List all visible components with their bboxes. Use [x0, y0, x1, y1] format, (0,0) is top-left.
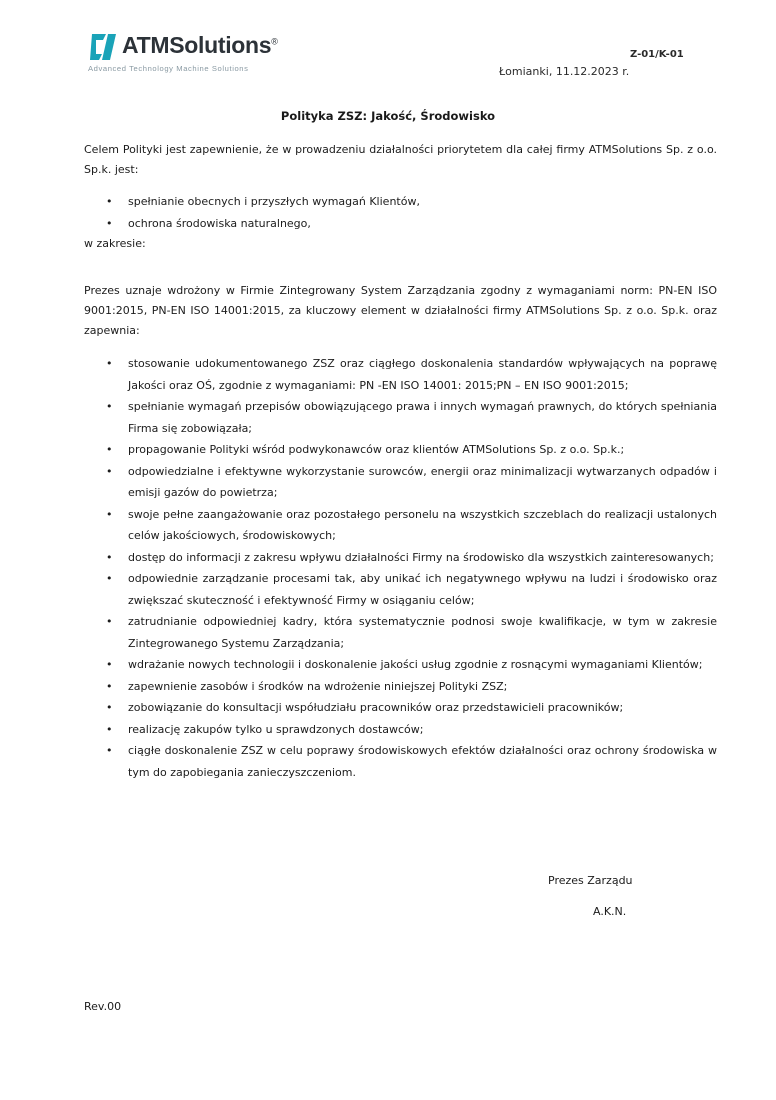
- bullet-icon: •: [106, 464, 113, 478]
- intro-paragraph: Celem Polityki jest zapewnienie, że w prowadzeniu działalności priorytetem dla całej firmy ATMSolutions Sp. z o.o. Sp.k. jest:: [84, 143, 717, 176]
- list-item-text: realizację zakupów tylko u sprawdzonych dostawców;: [128, 722, 424, 736]
- logo-registered-mark: ®: [271, 36, 278, 47]
- bullet-icon: •: [106, 658, 113, 671]
- bullet-icon: •: [106, 216, 113, 230]
- logo-tagline: Advanced Technology Machine Solutions: [88, 64, 249, 73]
- bullet-icon: •: [106, 572, 113, 585]
- list-item: [84, 461, 717, 504]
- list-item-text: spełnianie obecnych i przyszłych wymagań Klientów,: [128, 195, 420, 208]
- bullet-icon: •: [106, 507, 113, 521]
- revision-label: Rev.00: [84, 1000, 122, 1013]
- list-item-text: zatrudnianie odpowiedniej kadry, która systematycznie podnosi swoje kwalifikacje, w tym w zakresie Zintegrowanego Systemu Zarządzania;: [128, 615, 717, 650]
- scope-label: w zakresie:: [84, 237, 146, 250]
- list-item-text: spełnianie wymagań przepisów obowiązującego prawa i innych wymagań prawnych, do których spełniania Firma się zobowiązała;: [128, 400, 717, 435]
- list-item: [84, 213, 717, 235]
- list-item-text: dostęp do informacji z zakresu wpływu działalności Firmy na środowisko dla wszystkich zainteresowanych;: [128, 550, 714, 564]
- document-code: Z-01/K-01: [630, 49, 684, 60]
- bullet-icon: •: [106, 679, 113, 693]
- bullet-icon: •: [106, 615, 113, 628]
- list-item-text: ochrona środowiska naturalnego,: [128, 216, 311, 230]
- list-item: [84, 611, 717, 654]
- list-item-text: ciągłe doskonalenie ZSZ w celu poprawy środowiskowych efektów działalności oraz ochrony środowiska w tym do zapobiegania zanieczyszczeniom.: [128, 744, 717, 779]
- list-item: [84, 676, 717, 698]
- bullet-icon: •: [106, 443, 113, 456]
- list-item-text: wdrażanie nowych technologii i doskonalenie jakości usług zgodnie z rosnącymi wymaganiami Klientów;: [128, 658, 703, 671]
- list-item: [84, 353, 717, 396]
- bullet-icon: •: [106, 744, 113, 757]
- list-item: [84, 697, 717, 719]
- bullet-icon: •: [106, 400, 113, 413]
- list-item: [84, 191, 717, 213]
- list-item-text: zapewnienie zasobów i środków na wdrożenie niniejszej Polityki ZSZ;: [128, 679, 508, 693]
- management-paragraph: Prezes uznaje wdrożony w Firmie Zintegrowany System Zarządzania zgodny z wymaganiami norm: PN-EN ISO 9001:2015, PN-EN ISO 14001:2015, za kluczowy element w działalności firmy ATMSolutions Sp. z o.o. Sp.k. oraz zapewnia:: [84, 284, 717, 337]
- place-and-date: Łomianki, 11.12.2023 r.: [499, 65, 630, 78]
- list-item-text: propagowanie Polityki wśród podwykonawców oraz klientów ATMSolutions Sp. z o.o. Sp.k.;: [128, 443, 625, 456]
- document-title: Polityka ZSZ: Jakość, Środowisko: [280, 109, 496, 123]
- signature-role: Prezes Zarządu: [548, 874, 633, 887]
- company-logo: [86, 30, 306, 76]
- scope-list: [84, 191, 717, 234]
- list-item: [84, 547, 717, 569]
- list-item-text: odpowiedzialne i efektywne wykorzystanie surowców, energii oraz minimalizacji wytwarzanych odpadów i emisji gazów do powietrza;: [128, 464, 717, 499]
- bullet-icon: •: [106, 357, 113, 370]
- list-item-text: odpowiednie zarządzanie procesami tak, aby unikać ich negatywnego wpływu na ludzi i środowisko oraz zwiększać skuteczność i efektywność Firmy w osiąganiu celów;: [128, 572, 717, 607]
- list-item: [84, 568, 717, 611]
- bullet-icon: •: [106, 701, 113, 714]
- list-item: [84, 740, 717, 783]
- list-item: [84, 504, 717, 547]
- list-item: [84, 396, 717, 439]
- logo-mark-icon: [86, 30, 120, 64]
- signature-name: A.K.N.: [593, 905, 627, 918]
- bullet-icon: •: [106, 550, 113, 564]
- list-item-text: stosowanie udokumentowanego ZSZ oraz ciągłego doskonalenia standardów wpływających na poprawę Jakości oraz OŚ, zgodnie z wymaganiami: PN -EN ISO 14001: 2015;PN – EN ISO 9001:2015;: [128, 357, 717, 392]
- bullet-icon: •: [106, 722, 113, 736]
- list-item: [84, 439, 717, 461]
- list-item: [84, 654, 717, 676]
- list-item-text: swoje pełne zaangażowanie oraz pozostałego personelu na wszystkich szczeblach do realizacji ustalonych celów jakościowych, środowiskowych;: [128, 507, 717, 542]
- commitments-list: [84, 353, 717, 783]
- list-item: [84, 719, 717, 741]
- bullet-icon: •: [106, 195, 113, 208]
- list-item-text: zobowiązanie do konsultacji współudziału pracowników oraz przedstawicieli pracowników;: [128, 701, 624, 714]
- logo-wordmark: ATMSolutions®: [122, 32, 278, 58]
